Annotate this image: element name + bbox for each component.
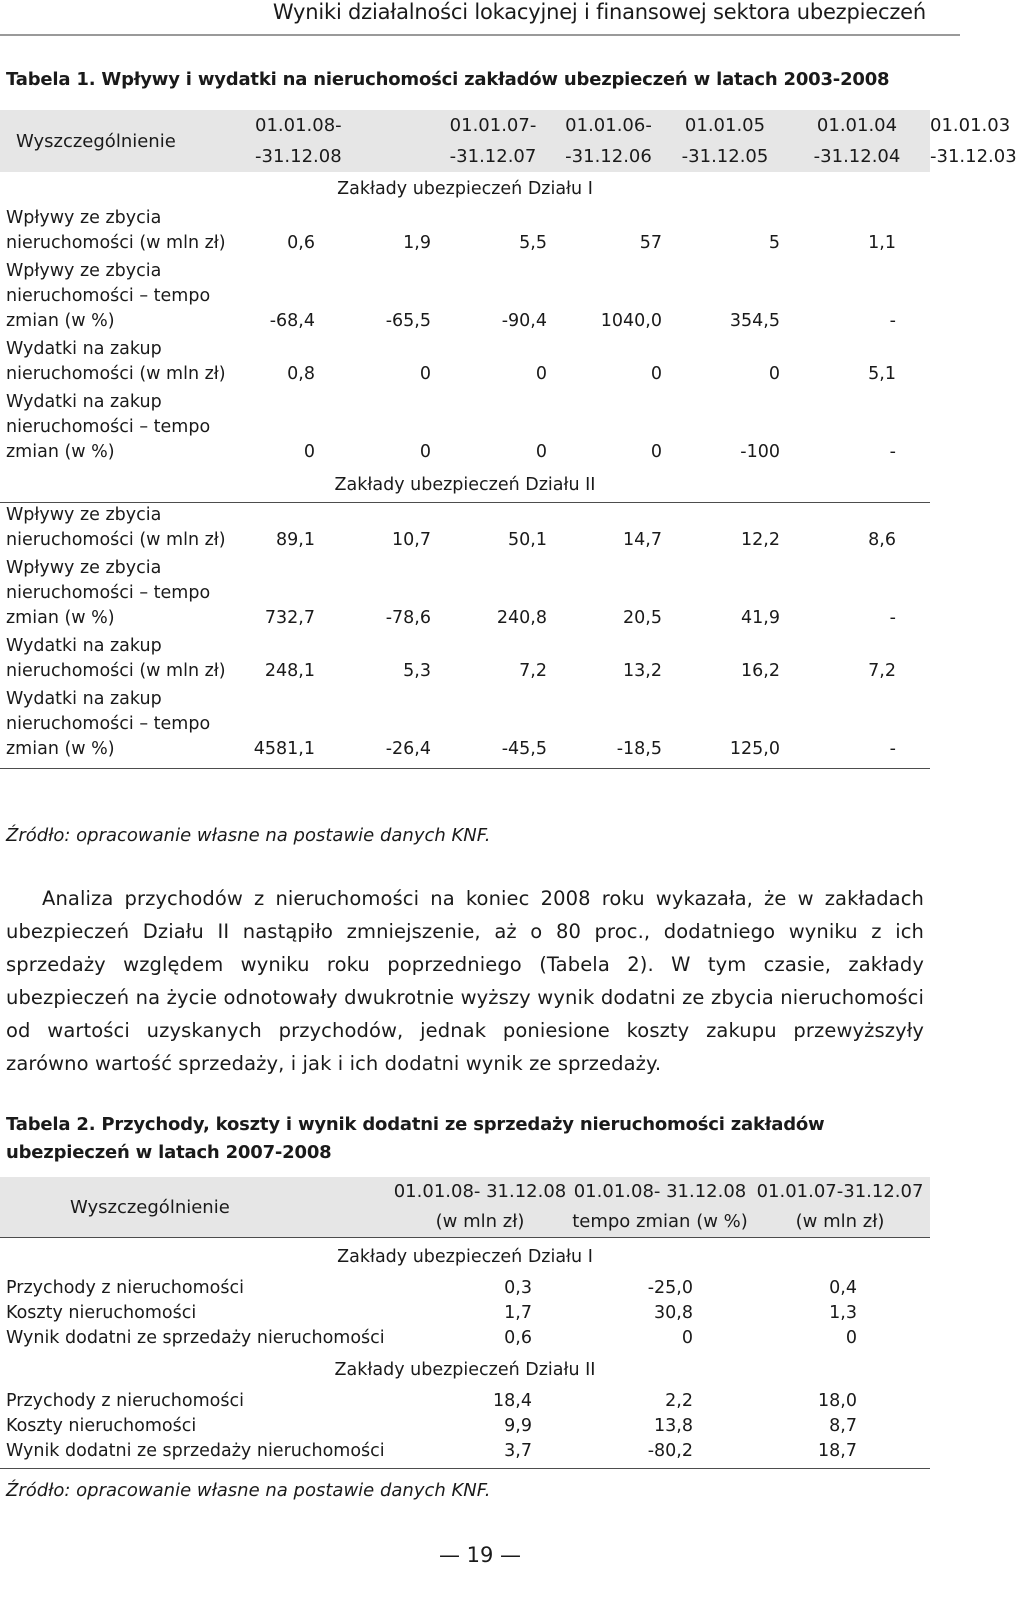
table2-head-label: Wyszczególnienie: [0, 1177, 390, 1238]
row-label-line: nieruchomości – tempo: [6, 417, 211, 437]
row-label-line: zmian (w %): [6, 739, 115, 759]
period-line1: 01.01.05: [684, 115, 766, 136]
cell-value: 18,0: [818, 1391, 857, 1411]
row-label: [0, 503, 247, 557]
table-row: [0, 503, 930, 557]
table-row: [0, 206, 930, 259]
row-label-line: nieruchomości (w mln zł): [6, 530, 226, 550]
cell-value: 354,5: [729, 311, 780, 331]
cell-value: -100: [740, 442, 780, 462]
page-number: — 19 —: [438, 1543, 522, 1567]
row-label-line: nieruchomości – tempo: [6, 714, 211, 734]
table1: [0, 110, 1017, 769]
cell-value: 0,6: [504, 1328, 532, 1348]
table-row: [0, 1439, 930, 1469]
cell-value: 0: [303, 442, 315, 462]
cell-value: 2,2: [665, 1391, 693, 1411]
row-label: [0, 206, 247, 259]
period-line2: -31.12.08: [255, 146, 342, 167]
row-label-line: Wpływy ze zbycia: [6, 261, 162, 281]
table1-period-header: [784, 110, 930, 172]
cell-value: 0,6: [287, 233, 315, 253]
table1-period-header: [666, 110, 784, 172]
period-line2: -31.12.06: [565, 146, 652, 167]
column-header-line2: (w mln zł): [795, 1211, 885, 1232]
row-label-line: Wpływy ze zbycia: [6, 558, 162, 578]
cell-value: 0: [650, 364, 662, 384]
section-title: Zakłady ubezpieczeń Działu II: [334, 1360, 596, 1380]
row-label: [0, 259, 247, 337]
cell-value: 125,0: [666, 687, 784, 769]
row-label: [0, 687, 247, 769]
cell-value: 50,1: [508, 530, 547, 550]
cell-value: 7,2: [519, 661, 547, 681]
row-label-line: Wydatki na zakup: [6, 392, 162, 412]
table-row: [0, 1276, 930, 1301]
table-row: [0, 337, 930, 390]
cell-value: -25,0: [647, 1278, 693, 1298]
cell-value: 0: [535, 442, 547, 462]
cell-value: -80,2: [570, 1439, 750, 1469]
cell-value: -: [889, 608, 896, 628]
row-label: Wynik dodatni ze sprzedaży nieruchomości: [0, 1439, 390, 1469]
cell-value: 3,7: [390, 1439, 570, 1469]
period-line1: 01.01.04: [816, 115, 898, 136]
cell-value: 1,9: [403, 233, 431, 253]
section-title: Zakłady ubezpieczeń Działu I: [0, 1238, 930, 1277]
cell-value: 1,7: [504, 1303, 532, 1323]
table1-period-header: [551, 110, 666, 172]
body-paragraph: Analiza przychodów z nieruchomości na koniec 2008 roku wykazała, że w zakładach ubezpieczeń Działu II nastąpiło zmniejszenie, aż o 80 proc., dodatniego wyniku z ich sprzedaży względem wyniku roku poprzedniego (Tabela 2). W tym czasie, zakłady ubezpieczeń na życie odnotowały dwukrotnie wyższy wynik dodatni ze zbycia nieruchomości od wartości uzyskanych przychodów, jednak poniesione koszty zakupu przewyższyły zarówno wartość sprzedaży, i jak i ich dodatni wynik ze sprzedaży.: [6, 887, 924, 1075]
cell-value: 20,5: [623, 608, 662, 628]
row-label-line: zmian (w %): [6, 311, 115, 331]
cell-value: 8,7: [829, 1416, 857, 1436]
table1-caption-prefix: Tabela 1.: [6, 69, 96, 90]
table2-caption: [6, 1111, 926, 1167]
cell-value: 18,7: [750, 1439, 930, 1469]
row-label-line: Wpływy ze zbycia: [6, 208, 162, 228]
column-header-line2: (w mln zł): [435, 1211, 525, 1232]
row-label: Wynik dodatni ze sprzedaży nieruchomości: [6, 1328, 385, 1348]
table1-head-label: Wyszczególnienie: [0, 110, 247, 172]
table1-period-header: [247, 110, 435, 172]
table-row: [0, 1326, 930, 1351]
cell-value: -26,4: [319, 687, 435, 769]
cell-value: 5,5: [519, 233, 547, 253]
row-label-line: zmian (w %): [6, 442, 115, 462]
period-line2: -31.12.04: [813, 146, 901, 167]
table-row: [0, 556, 930, 634]
row-label-line: zmian (w %): [6, 608, 115, 628]
period-line2: -31.12.07: [449, 146, 537, 167]
cell-value: -65,5: [385, 311, 431, 331]
cell-value: -90,4: [501, 311, 547, 331]
period-line1: 01.01.08-: [255, 115, 342, 136]
cell-value: -: [889, 311, 896, 331]
running-header: Wyniki działalności lokacyjnej i finansowej sektora ubezpieczeń: [272, 0, 926, 24]
cell-value: 1,3: [829, 1303, 857, 1323]
table2-caption-prefix: Tabela 2.: [6, 1114, 96, 1135]
table1-caption-title: Wpływy i wydatki na nieruchomości zakładów ubezpieczeń w latach 2003-2008: [101, 69, 890, 90]
row-label: Koszty nieruchomości: [6, 1416, 197, 1436]
cell-value: 0: [650, 442, 662, 462]
table2-column-header: [390, 1177, 570, 1238]
row-label-line: Wpływy ze zbycia: [6, 505, 162, 525]
section-title: Zakłady ubezpieczeń Działu I: [337, 179, 593, 199]
cell-value: 240,8: [496, 608, 547, 628]
cell-value: 5,3: [403, 661, 431, 681]
cell-value: 14,7: [623, 530, 662, 550]
table1-caption: [6, 66, 889, 94]
row-label: [0, 390, 247, 468]
row-label-line: Wydatki na zakup: [6, 689, 162, 709]
cell-value: 9,9: [504, 1416, 532, 1436]
row-label-line: nieruchomości – tempo: [6, 583, 211, 603]
table-row: [0, 259, 930, 337]
cell-value: 0,4: [829, 1278, 857, 1298]
cell-value: -: [889, 442, 896, 462]
cell-value: 248,1: [264, 661, 315, 681]
table2-section-row: [0, 1351, 930, 1389]
table-row: [0, 1301, 930, 1326]
cell-value: 0: [768, 364, 780, 384]
cell-value: -78,6: [385, 608, 431, 628]
cell-value: 13,2: [623, 661, 662, 681]
cell-value: 0: [535, 364, 547, 384]
cell-value: 16,2: [741, 661, 780, 681]
cell-value: 0,8: [287, 364, 315, 384]
row-label-line: nieruchomości (w mln zł): [6, 233, 226, 253]
period-line1: 01.01.07-: [449, 115, 537, 136]
table2-source: Źródło: opracowanie własne na postawie danych KNF.: [6, 1480, 491, 1501]
cell-value: 8,6: [868, 530, 896, 550]
table2-caption-title: Przychody, koszty i wynik dodatni ze sprzedaży nieruchomości zakładów ubezpieczeń w latach 2007-2008: [6, 1114, 825, 1163]
table2-header-row: [0, 1177, 930, 1238]
cell-value: 13,8: [654, 1416, 693, 1436]
row-label: Przychody z nieruchomości: [6, 1278, 244, 1298]
cell-value: 89,1: [276, 530, 315, 550]
table1-period-header: [435, 110, 551, 172]
table1-section-row: [0, 172, 930, 206]
cell-value: -45,5: [435, 687, 551, 769]
cell-value: 0: [681, 1328, 693, 1348]
table-row: [0, 687, 930, 769]
section-title: Zakłady ubezpieczeń Działu II: [0, 468, 930, 503]
table2-section-row: [0, 1238, 930, 1277]
table2: [0, 1177, 930, 1469]
table-row: [0, 1389, 930, 1414]
row-label-line: nieruchomości (w mln zł): [6, 661, 226, 681]
cell-value: 5,1: [868, 364, 896, 384]
cell-value: 0: [419, 364, 431, 384]
row-label: Koszty nieruchomości: [6, 1303, 197, 1323]
column-header-line1: 01.01.07-31.12.07: [756, 1181, 924, 1202]
cell-value: 12,2: [741, 530, 780, 550]
row-label-line: nieruchomości – tempo: [6, 286, 211, 306]
cell-value: 1,1: [868, 233, 896, 253]
period-line1: 01.01.06-: [565, 115, 652, 136]
table2-column-header: [750, 1177, 930, 1238]
cell-value: -18,5: [551, 687, 666, 769]
table-row: [0, 390, 930, 468]
row-label: [0, 634, 247, 687]
cell-value: 30,8: [654, 1303, 693, 1323]
row-label: Przychody z nieruchomości: [6, 1391, 244, 1411]
period-line2: -31.12.05: [681, 146, 769, 167]
table1-header-row: Wyszczególnienie 01.01.08- -31.12.08 01.01.07- -31.12.07 01.01.06- -31.12.06 01.01.05 -31.12.05 01.01.04 -31.12.04 01.01.03 -31.12.03: [0, 110, 930, 172]
cell-value: 7,2: [868, 661, 896, 681]
cell-value: -68,4: [269, 311, 315, 331]
cell-value: 732,7: [264, 608, 315, 628]
cell-value: 5: [768, 233, 780, 253]
row-label: [0, 556, 247, 634]
row-label-line: Wydatki na zakup: [6, 636, 162, 656]
cell-value: 0: [845, 1328, 857, 1348]
table1-section-row: [0, 468, 930, 503]
table-row: [0, 634, 930, 687]
cell-value: 18,4: [493, 1391, 532, 1411]
row-label-line: nieruchomości (w mln zł): [6, 364, 226, 384]
cell-value: 41,9: [741, 608, 780, 628]
table-row: [0, 1414, 930, 1439]
table2-column-header: [570, 1177, 750, 1238]
table1-source: Źródło: opracowanie własne na postawie danych KNF.: [6, 825, 491, 846]
column-header-line2: tempo zmian (w %): [572, 1211, 748, 1232]
cell-value: -: [784, 687, 930, 769]
row-label: [0, 337, 247, 390]
cell-value: 10,7: [392, 530, 431, 550]
cell-value: 1040,0: [600, 311, 662, 331]
column-header-line1: 01.01.08- 31.12.08: [393, 1181, 567, 1202]
cell-value: 0,3: [504, 1278, 532, 1298]
cell-value: 57: [639, 233, 662, 253]
column-header-line1: 01.01.08- 31.12.08: [573, 1181, 747, 1202]
header-rule: [0, 34, 960, 36]
row-label-line: Wydatki na zakup: [6, 339, 162, 359]
cell-value: 4581,1: [247, 687, 319, 769]
cell-value: 0: [419, 442, 431, 462]
